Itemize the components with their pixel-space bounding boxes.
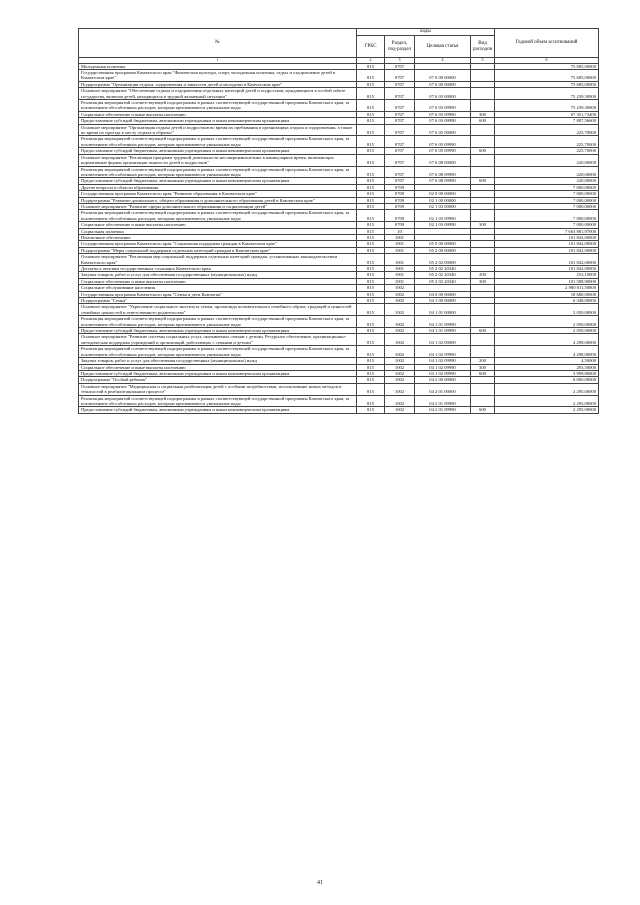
row-section: 1001 bbox=[385, 254, 415, 266]
row-target: 04 2 00 00000 bbox=[415, 377, 471, 383]
row-grbs: 815 bbox=[357, 70, 385, 82]
row-amount: 225,70000 bbox=[495, 148, 599, 154]
row-amount: 75 239,30000 bbox=[495, 88, 599, 100]
row-name: Государственная программа Камчатского края "Социальная поддержка граждан в Камчатском крае" bbox=[79, 241, 357, 247]
row-section: 1002 bbox=[385, 304, 415, 316]
row-vid bbox=[471, 124, 495, 136]
row-grbs: 815 bbox=[357, 100, 385, 112]
row-grbs: 815 bbox=[357, 247, 385, 253]
row-target: 05 2 02 20340 bbox=[415, 272, 471, 278]
row-section: 0709 bbox=[385, 203, 415, 209]
row-grbs: 815 bbox=[357, 407, 385, 413]
row-amount: 293,50000 bbox=[495, 364, 599, 370]
row-target: 05 0 00 00000 bbox=[415, 241, 471, 247]
row-grbs: 815 bbox=[357, 234, 385, 240]
row-grbs: 815 bbox=[357, 88, 385, 100]
row-name: Социальная политика bbox=[79, 228, 357, 234]
header-num: № bbox=[79, 29, 357, 58]
row-amount: 220,00000 bbox=[495, 154, 599, 166]
row-amount: 7 887,56600 bbox=[495, 118, 599, 124]
row-amount: 7 000,00000 bbox=[495, 191, 599, 197]
row-section: 0709 bbox=[385, 191, 415, 197]
row-grbs: 815 bbox=[357, 178, 385, 184]
row-name: Основное мероприятие "Организация отдыха детей и подростков во время их пребывания в организациях отдыха и оздоровления, а также во время их проезда к месту отдыха и обратно" bbox=[79, 124, 357, 136]
row-amount: 75 685,00000 bbox=[495, 70, 599, 82]
row-section: 1001 bbox=[385, 234, 415, 240]
row-section: 0707 bbox=[385, 148, 415, 154]
row-section: 1002 bbox=[385, 377, 415, 383]
index-cell: 5 bbox=[471, 58, 495, 64]
row-grbs: 815 bbox=[357, 203, 385, 209]
row-name: Основное мероприятие "Реализация мер социальной поддержки отдельных категорий граждан, установленных законодательством Камчатского края" bbox=[79, 254, 357, 266]
row-amount: 4,50000 bbox=[495, 358, 599, 364]
row-target: 04 0 00 00000 bbox=[415, 291, 471, 297]
row-section: 1002 bbox=[385, 298, 415, 304]
table-body bbox=[79, 63, 599, 413]
row-target: 05 2 02 00000 bbox=[415, 254, 471, 266]
row-vid: 300 bbox=[471, 278, 495, 284]
row-vid: 600 bbox=[471, 178, 495, 184]
row-section: 0707 bbox=[385, 118, 415, 124]
header-section: Раздел, под-раздел bbox=[385, 36, 415, 58]
row-section: 0709 bbox=[385, 184, 415, 190]
row-vid: 300 bbox=[471, 111, 495, 117]
row-name: Предоставление субсидий бюджетным, автономным учреждениям и иным некоммерческим организациям bbox=[79, 407, 357, 413]
row-grbs: 815 bbox=[357, 377, 385, 383]
row-amount: 7 663 881,97000 bbox=[495, 228, 599, 234]
table-row bbox=[79, 70, 599, 82]
row-vid bbox=[471, 100, 495, 112]
row-target: 07 6 03 09990 bbox=[415, 118, 471, 124]
row-target: 04 1 00 00000 bbox=[415, 298, 471, 304]
row-section: 1002 bbox=[385, 383, 415, 395]
row-target: 04 1 02 00000 bbox=[415, 334, 471, 346]
row-name: Подпрограмма "Особый ребенок" bbox=[79, 377, 357, 383]
row-amount: 7 000,00000 bbox=[495, 197, 599, 203]
index-cell: 1 bbox=[79, 58, 357, 64]
row-target: 07 6 03 00000 bbox=[415, 88, 471, 100]
row-amount: 3 999,80000 bbox=[495, 370, 599, 376]
row-target: 07 6 00 00000 bbox=[415, 81, 471, 87]
row-name: Основное мероприятие "Обеспечение отдыха и оздоровления отдельных категорий детей и подростков, нуждающихся в особой заботе государства, включая детей, находящихся в трудной жизненной ситуации" bbox=[79, 88, 357, 100]
row-target: 04 1 01 09990 bbox=[415, 328, 471, 334]
row-section: 1001 bbox=[385, 266, 415, 272]
row-grbs: 815 bbox=[357, 184, 385, 190]
row-section: 0707 bbox=[385, 88, 415, 100]
row-target: 02 1 00 00000 bbox=[415, 197, 471, 203]
row-section: 0707 bbox=[385, 136, 415, 148]
row-target: 05 2 02 20340 bbox=[415, 278, 471, 284]
row-target: 04 2 01 09990 bbox=[415, 407, 471, 413]
row-amount: 7 000,00000 bbox=[495, 222, 599, 228]
row-vid: 600 bbox=[471, 118, 495, 124]
row-target: 04 1 02 09990 bbox=[415, 364, 471, 370]
row-name: Предоставление субсидий бюджетным, автономным учреждениям и иным некоммерческим организациям bbox=[79, 178, 357, 184]
budget-table bbox=[78, 28, 599, 414]
row-amount: 101 588,90000 bbox=[495, 278, 599, 284]
table-row bbox=[79, 88, 599, 100]
row-name: Реализация мероприятий соответствующей подпрограммы в рамках соответствующей государственной программы Камчатского края, за исключением обособленных расходов, которым присваиваются уникальные коды bbox=[79, 136, 357, 148]
row-vid bbox=[471, 136, 495, 148]
row-vid: 300 bbox=[471, 222, 495, 228]
row-grbs: 815 bbox=[357, 358, 385, 364]
page-number: 41 bbox=[317, 880, 323, 886]
row-grbs: 815 bbox=[357, 241, 385, 247]
row-grbs: 815 bbox=[357, 154, 385, 166]
row-target: 07 6 05 00000 bbox=[415, 124, 471, 136]
row-vid: 300 bbox=[471, 364, 495, 370]
row-grbs: 815 bbox=[357, 364, 385, 370]
row-name: Другие вопросы в области образования bbox=[79, 184, 357, 190]
row-target: 07 6 08 09990 bbox=[415, 166, 471, 178]
row-grbs: 815 bbox=[357, 285, 385, 291]
row-amount: 253,10000 bbox=[495, 272, 599, 278]
row-target: 07 0 00 00000 bbox=[415, 70, 471, 82]
row-amount: 101 842,00000 bbox=[495, 247, 599, 253]
row-name: Государственная программа Камчатского края "Физическая культура, спорт, молодежная политика, отдых и оздоровление детей в Камчатском крае" bbox=[79, 70, 357, 82]
table-row bbox=[79, 407, 599, 413]
row-section: 0707 bbox=[385, 124, 415, 136]
row-amount: 6 348,00000 bbox=[495, 298, 599, 304]
row-grbs: 815 bbox=[357, 278, 385, 284]
row-amount: 225,70000 bbox=[495, 136, 599, 148]
row-name: Закупка товаров, работ и услуг для обеспечения государственных (муниципальных) нужд bbox=[79, 358, 357, 364]
row-target: 07 6 05 09990 bbox=[415, 136, 471, 148]
index-cell: 4 bbox=[415, 58, 471, 64]
row-name: Основное мероприятие "Укрепление социального института семьи, пропаганда положительного семейного образа, традиций и ценностей семейных ценностей и ответственного родительства" bbox=[79, 304, 357, 316]
row-vid bbox=[471, 254, 495, 266]
row-grbs: 815 bbox=[357, 191, 385, 197]
row-section: 1002 bbox=[385, 407, 415, 413]
header-grbs: ГРБС bbox=[357, 36, 385, 58]
row-section: 0709 bbox=[385, 210, 415, 222]
row-section: 0707 bbox=[385, 70, 415, 82]
row-target: 02 1 03 00000 bbox=[415, 203, 471, 209]
row-name: Подпрограмма "Меры социальной поддержки отдельных категорий граждан в Камчатском крае" bbox=[79, 247, 357, 253]
row-name: Реализация мероприятий соответствующей подпрограммы в рамках соответствующей государственной программы Камчатского края, за исключением обособленных расходов, которым присваиваются уникальные коды bbox=[79, 210, 357, 222]
header-vid: Вид расходов bbox=[471, 36, 495, 58]
row-grbs: 815 bbox=[357, 63, 385, 69]
row-name: Реализация мероприятий соответствующей подпрограммы в рамках соответствующей государственной программы Камчатского края, за исключением обособленных расходов, которым присваиваются уникальные коды bbox=[79, 100, 357, 112]
row-grbs: 815 bbox=[357, 395, 385, 407]
row-amount: 101 842,00000 bbox=[495, 254, 599, 266]
row-amount: 7 000,00000 bbox=[495, 210, 599, 222]
row-amount: 2 295,00000 bbox=[495, 395, 599, 407]
row-section: 0709 bbox=[385, 222, 415, 228]
row-amount: 75 239,30000 bbox=[495, 100, 599, 112]
table-row bbox=[79, 346, 599, 358]
row-grbs: 815 bbox=[357, 254, 385, 266]
row-vid bbox=[471, 166, 495, 178]
row-amount: 101 842,00000 bbox=[495, 234, 599, 240]
row-grbs: 815 bbox=[357, 304, 385, 316]
row-amount: 2 050,00000 bbox=[495, 328, 599, 334]
table-row bbox=[79, 154, 599, 166]
row-vid: 200 bbox=[471, 272, 495, 278]
row-target: 05 2 00 00000 bbox=[415, 247, 471, 253]
row-amount: 7 000,00000 bbox=[495, 184, 599, 190]
row-grbs: 815 bbox=[357, 222, 385, 228]
row-name: Основное мероприятие "Развитие сферы дополнительного образования и социализации детей" bbox=[79, 203, 357, 209]
row-section: 10 bbox=[385, 228, 415, 234]
row-section: 1002 bbox=[385, 395, 415, 407]
row-grbs: 815 bbox=[357, 124, 385, 136]
row-vid bbox=[471, 210, 495, 222]
row-vid bbox=[471, 334, 495, 346]
table-row bbox=[79, 100, 599, 112]
row-target: 04 1 01 09990 bbox=[415, 316, 471, 328]
row-name: Социальное обеспечение и иные выплаты населению bbox=[79, 111, 357, 117]
row-target: 04 1 02 09990 bbox=[415, 346, 471, 358]
row-target: 07 6 03 09990 bbox=[415, 111, 471, 117]
row-target: 07 6 05 09990 bbox=[415, 148, 471, 154]
table-row bbox=[79, 334, 599, 346]
row-name: Государственная программа Камчатского края "Развитие образования в Камчатском крае" bbox=[79, 191, 357, 197]
row-target: 05 2 02 20340 bbox=[415, 266, 471, 272]
row-target: 02 1 03 09990 bbox=[415, 222, 471, 228]
row-section: 1002 bbox=[385, 358, 415, 364]
row-grbs: 815 bbox=[357, 228, 385, 234]
row-vid bbox=[471, 316, 495, 328]
row-grbs: 815 bbox=[357, 197, 385, 203]
row-name: Основное мероприятие "Медицинская и социальная реабилитация детей с особыми потребностями, использование новых методов и технологий в реабилитационном процессе" bbox=[79, 383, 357, 395]
table-row bbox=[79, 166, 599, 178]
row-amount: 7 000,00000 bbox=[495, 203, 599, 209]
row-section: 1001 bbox=[385, 272, 415, 278]
row-grbs: 815 bbox=[357, 136, 385, 148]
row-grbs: 815 bbox=[357, 316, 385, 328]
row-name: Пенсионное обеспечение bbox=[79, 234, 357, 240]
row-amount: 220,00000 bbox=[495, 166, 599, 178]
row-section: 1002 bbox=[385, 291, 415, 297]
table-row bbox=[79, 383, 599, 395]
row-section: 1002 bbox=[385, 334, 415, 346]
row-name: Предоставление субсидий бюджетным, автономным учреждениям и иным некоммерческим организациям bbox=[79, 148, 357, 154]
row-section: 1001 bbox=[385, 247, 415, 253]
row-name: Государственная программа Камчатского края "Семья и дети Камчатки" bbox=[79, 291, 357, 297]
table-row bbox=[79, 210, 599, 222]
row-amount: 101 842,00000 bbox=[495, 241, 599, 247]
row-section: 0707 bbox=[385, 178, 415, 184]
row-amount: 18 680,00000 bbox=[495, 291, 599, 297]
row-name: Реализация мероприятий соответствующей подпрограммы в рамках соответствующей государственной программы Камчатского края, за исключением обособленных расходов, которым присваиваются уникальные коды bbox=[79, 166, 357, 178]
row-grbs: 815 bbox=[357, 370, 385, 376]
row-target: 07 6 08 00000 bbox=[415, 154, 471, 166]
row-grbs: 815 bbox=[357, 272, 385, 278]
row-grbs: 815 bbox=[357, 210, 385, 222]
row-section: 0707 bbox=[385, 81, 415, 87]
row-vid bbox=[471, 88, 495, 100]
row-vid: 600 bbox=[471, 148, 495, 154]
row-grbs: 815 bbox=[357, 346, 385, 358]
row-grbs: 815 bbox=[357, 266, 385, 272]
row-name: Предоставление субсидий бюджетным, автономным учреждениям и иным некоммерческим организациям bbox=[79, 370, 357, 376]
row-name: Основное мероприятие "Развитие системы социальных услуг, оказываемых семьям с детьми. Ресурсное обеспечение, организационно-методическая поддержка учреждений и организаций, работающих с семьями и детьми" bbox=[79, 334, 357, 346]
header-total: Годовой объем ассигнований bbox=[495, 29, 599, 58]
row-section: 1002 bbox=[385, 328, 415, 334]
row-amount: 6 000,00000 bbox=[495, 377, 599, 383]
table-row bbox=[79, 136, 599, 148]
row-target: 04 1 02 09990 bbox=[415, 370, 471, 376]
row-grbs: 815 bbox=[357, 334, 385, 346]
row-amount: 2 295,00000 bbox=[495, 383, 599, 395]
row-grbs: 815 bbox=[357, 81, 385, 87]
row-vid: 600 bbox=[471, 407, 495, 413]
row-vid bbox=[471, 70, 495, 82]
index-cell: 6 bbox=[495, 58, 599, 64]
table-row bbox=[79, 124, 599, 136]
row-name: Доплаты к пенсиям государственных служащих Камчатского края bbox=[79, 266, 357, 272]
row-section: 0707 bbox=[385, 111, 415, 117]
row-section: 0707 bbox=[385, 154, 415, 166]
row-vid: 200 bbox=[471, 358, 495, 364]
row-amount: 2 050,00000 bbox=[495, 316, 599, 328]
row-amount: 75 685,00000 bbox=[495, 63, 599, 69]
header-target: Целевая статья bbox=[415, 36, 471, 58]
row-name: Предоставление субсидий бюджетным, автономным учреждениям и иным некоммерческим организациям bbox=[79, 118, 357, 124]
row-amount: 2 980 811,50800 bbox=[495, 285, 599, 291]
row-target: 07 6 08 09990 bbox=[415, 178, 471, 184]
row-amount: 220,00000 bbox=[495, 178, 599, 184]
row-amount: 2 050,00000 bbox=[495, 304, 599, 316]
row-section: 1001 bbox=[385, 241, 415, 247]
row-vid bbox=[471, 383, 495, 395]
row-name: Предоставление субсидий бюджетным, автономным учреждениям и иным некоммерческим организациям bbox=[79, 328, 357, 334]
row-grbs: 815 bbox=[357, 298, 385, 304]
row-grbs: 815 bbox=[357, 118, 385, 124]
row-amount: 101 842,00000 bbox=[495, 266, 599, 272]
row-grbs: 815 bbox=[357, 166, 385, 178]
row-amount: 75 685,00000 bbox=[495, 81, 599, 87]
row-grbs: 815 bbox=[357, 291, 385, 297]
row-name: Социальное обеспечение и иные выплаты населению bbox=[79, 222, 357, 228]
row-name: Социальное обеспечение и иные выплаты населению bbox=[79, 278, 357, 284]
row-name: Основное мероприятие "Реализация программ трудовой деятельности несовершеннолетних в каникулярное время, включающих нормативные формы организации занятости детей и подростков" bbox=[79, 154, 357, 166]
row-section: 1002 bbox=[385, 370, 415, 376]
row-vid bbox=[471, 395, 495, 407]
row-grbs: 815 bbox=[357, 148, 385, 154]
row-amount: 225,70000 bbox=[495, 124, 599, 136]
row-name: Подпрограмма "Развитие дошкольного, общего образования и дополнительного образования детей в Камчатском крае" bbox=[79, 197, 357, 203]
row-name: Молодежная политика bbox=[79, 63, 357, 69]
row-section: 1002 bbox=[385, 316, 415, 328]
table-row bbox=[79, 254, 599, 266]
row-target: 04 1 02 09990 bbox=[415, 358, 471, 364]
row-name: Закупка товаров, работ и услуг для обеспечения государственных (муниципальных) нужд bbox=[79, 272, 357, 278]
row-name: Подпрограмма "Организация отдыха, оздоровления и занятости детей и молодежи в Камчатском крае" bbox=[79, 81, 357, 87]
row-grbs: 815 bbox=[357, 383, 385, 395]
row-vid: 600 bbox=[471, 370, 495, 376]
row-section: 1001 bbox=[385, 278, 415, 284]
row-section: 1002 bbox=[385, 346, 415, 358]
row-name: Реализация мероприятий соответствующей подпрограммы в рамках соответствующей государственной программы Камчатского края, за исключением обособленных расходов, которым присваиваются уникальные коды bbox=[79, 395, 357, 407]
row-section: 1002 bbox=[385, 285, 415, 291]
row-target: 07 6 03 09990 bbox=[415, 100, 471, 112]
index-cell: 3 bbox=[385, 58, 415, 64]
index-cell: 2 bbox=[357, 58, 385, 64]
row-name: Реализация мероприятий соответствующей подпрограммы в рамках соответствующей государственной программы Камчатского края, за исключением обособленных расходов, которым присваиваются уникальные коды bbox=[79, 316, 357, 328]
header-row-1 bbox=[79, 29, 599, 36]
header-codes: коды bbox=[357, 29, 495, 36]
row-section: 0707 bbox=[385, 100, 415, 112]
row-vid bbox=[471, 346, 495, 358]
row-name: Социальное обслуживание населения bbox=[79, 285, 357, 291]
document-page bbox=[78, 28, 598, 414]
row-target: 02 1 03 09990 bbox=[415, 210, 471, 222]
row-section: 0707 bbox=[385, 166, 415, 178]
row-grbs: 815 bbox=[357, 328, 385, 334]
row-amount: 4 298,00000 bbox=[495, 334, 599, 346]
row-section: 0707 bbox=[385, 63, 415, 69]
row-amount: 67 351,73400 bbox=[495, 111, 599, 117]
row-section: 1002 bbox=[385, 364, 415, 370]
row-target: 04 2 01 00000 bbox=[415, 383, 471, 395]
row-vid: 600 bbox=[471, 328, 495, 334]
row-name: Социальное обеспечение и иные выплаты населению bbox=[79, 364, 357, 370]
row-target: 02 0 00 00000 bbox=[415, 191, 471, 197]
table-row bbox=[79, 395, 599, 407]
row-section: 0709 bbox=[385, 197, 415, 203]
row-amount: 4 298,00000 bbox=[495, 346, 599, 358]
row-target: 04 2 01 09990 bbox=[415, 395, 471, 407]
row-name: Реализация мероприятий соответствующей подпрограммы в рамках соответствующей государственной программы Камчатского края, за исключением обособленных расходов, которым присваиваются уникальные коды bbox=[79, 346, 357, 358]
table-row bbox=[79, 316, 599, 328]
row-name: Подпрограмма "Семья" bbox=[79, 298, 357, 304]
table-row bbox=[79, 304, 599, 316]
row-vid bbox=[471, 154, 495, 166]
row-target: 04 1 01 00000 bbox=[415, 304, 471, 316]
row-grbs: 815 bbox=[357, 111, 385, 117]
row-vid bbox=[471, 304, 495, 316]
row-amount: 2 295,00000 bbox=[495, 407, 599, 413]
